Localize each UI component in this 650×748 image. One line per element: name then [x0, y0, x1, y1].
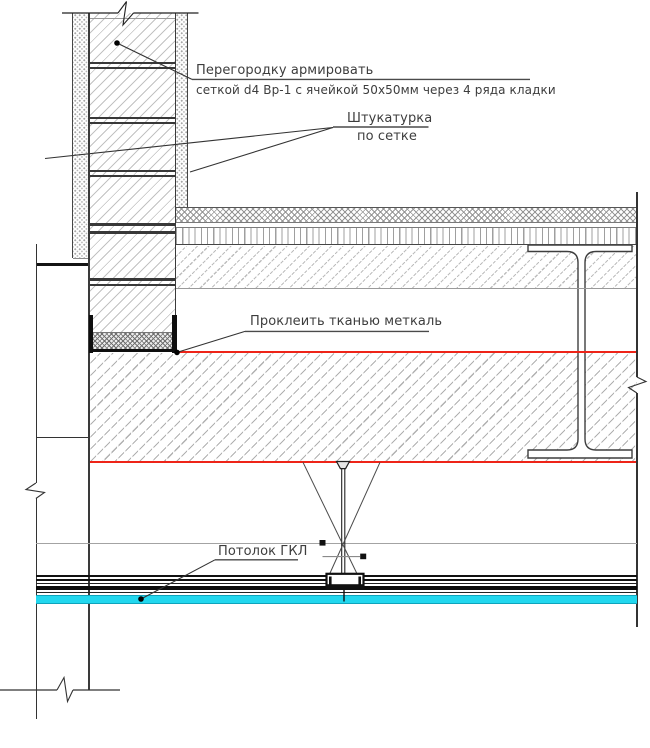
leader-dot-fabric	[174, 350, 180, 356]
hanger-brace-left	[303, 462, 361, 582]
leader-line-reinforcement	[117, 43, 192, 79]
annotation-ceiling: Потолок ГКЛ	[218, 543, 308, 559]
annotation-plaster-line2: по сетке	[357, 128, 417, 144]
leader-dot-reinforcement	[114, 40, 120, 46]
leader-dot-ceiling	[138, 596, 144, 602]
annotation-reinforcement-line2: сеткой d4 Вр-1 с ячейкой 50х50мм через 4 ряда кладки	[196, 82, 556, 97]
hanger-rod	[342, 469, 345, 575]
leader-line-fabric	[177, 331, 245, 352]
break-symbol-top	[118, 2, 134, 26]
leader-line-plaster-2	[190, 128, 333, 173]
profile-bottom-bar	[328, 584, 363, 588]
leader-line-plaster-1	[45, 128, 333, 159]
annotation-fabric: Проклеить тканью меткаль	[250, 313, 443, 329]
runner-marker-right	[360, 554, 366, 560]
annotation-plaster-line1: Штукатурка	[347, 110, 433, 126]
annotation-reinforcement-line1: Перегородку армировать	[196, 62, 374, 78]
break-symbol-bottom	[57, 678, 73, 702]
break-symbol-right	[629, 377, 647, 393]
hanger-anchor	[337, 462, 350, 469]
leader-line-ceiling	[141, 560, 215, 599]
runner-marker-left	[320, 540, 326, 546]
hanger-brace-right	[326, 462, 380, 582]
break-symbol-left	[26, 483, 45, 499]
